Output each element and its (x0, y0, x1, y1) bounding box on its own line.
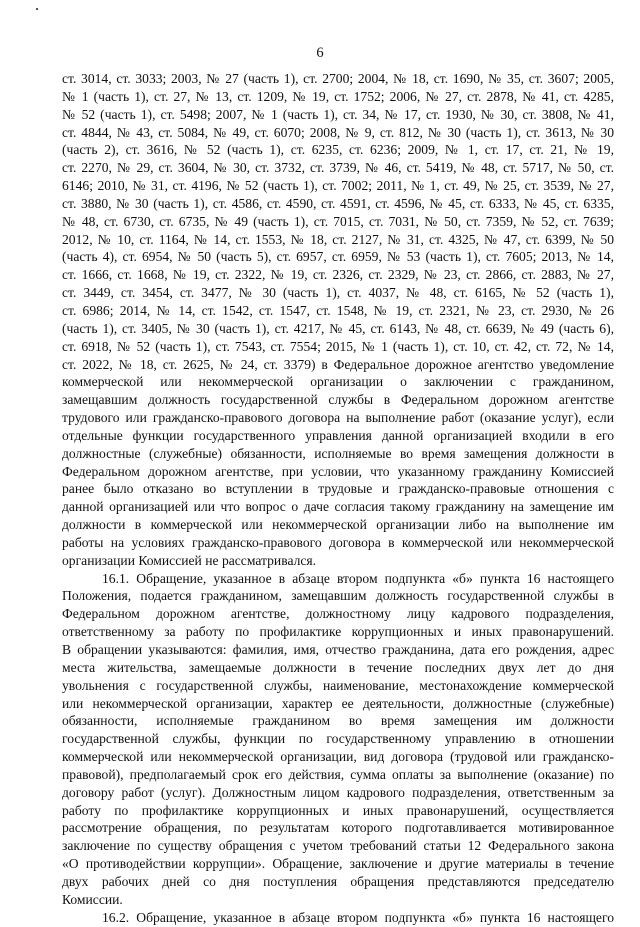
text-line: трудового или гражданско-правового договора на выполнение работ (оказание услуг), если (62, 410, 614, 426)
text-line: договору работ (услуг). Должностным лицом кадрового подразделения, ответственным за (62, 784, 614, 800)
text-line: ст. 2270, № 29, ст. 3604, № 30, ст. 3732, ст. 3739, № 46, ст. 5419, № 48, ст. 5717, № 50, ст. (62, 160, 614, 176)
text-line: № 1 (часть 1), ст. 27, № 13, ст. 1209, № 19, ст. 1752; 2006, № 27, ст. 2878, № 41, ст. 4285, (62, 88, 614, 104)
text-line: ст. 4844, № 43, ст. 5084, № 49, ст. 6070; 2008, № 9, ст. 812, № 30 (часть 1), ст. 3613, № 30 (62, 124, 614, 140)
text-line: (часть 1), ст. 3405, № 30 (часть 1), ст. 4217, № 45, ст. 6143, № 48, ст. 6639, № 49 (часть 6), (62, 320, 614, 336)
text-line: 2012, № 10, ст. 1164, № 14, ст. 1553, № 18, ст. 2127, № 31, ст. 4325, № 47, ст. 6399, № 50 (62, 231, 614, 247)
text-line: ст. 6986; 2014, № 14, ст. 1542, ст. 1547, ст. 1548, № 19, ст. 2321, № 23, ст. 2930, № 26 (62, 302, 614, 318)
text-line: коммерческой или некоммерческой организации о заключении с гражданином, (62, 374, 614, 390)
text-line: заключение по существу обращения с учетом требований статьи 12 Федерального закона (62, 838, 614, 854)
text-line: Федеральном дорожном агентстве, при условии, что указанному гражданину Комиссией (62, 463, 614, 479)
text-line: Комиссии. (62, 891, 123, 907)
text-line: правовой), предполагаемый срок его действия, сумма оплаты за выполнение (оказание) по (62, 766, 614, 782)
text-line: государственной службы, функции по государственному управлению в отношении (62, 731, 614, 747)
text-line: ст. 3014, ст. 3033; 2003, № 27 (часть 1), ст. 2700; 2004, № 18, ст. 1690, № 35, ст. 3607; 2005, (62, 71, 614, 86)
text-line: ответственному за работу по профилактике коррупционных и иных правонарушений. (62, 624, 614, 640)
text-line: Федеральном дорожном агентстве, должностному лицу кадрового подразделения, (62, 606, 614, 622)
text-line: двух рабочих дней со дня поступления обращения представляются председателю (62, 873, 614, 889)
text-line: коммерческой или некоммерческой организации, вид договора (трудовой или гражданско- (62, 749, 614, 765)
document-body (62, 70, 614, 927)
text-line: увольнения с государственной службы, наименование, местонахождение коммерческой (62, 677, 614, 693)
text-line: работы на условиях гражданско-правового договора в коммерческой или некоммерческой (62, 534, 614, 550)
text-line: № 48, ст. 6730, ст. 6735, № 49 (часть 1), ст. 7015, ст. 7031, № 50, ст. 7359, № 52, ст. 7639; (62, 213, 614, 229)
text-line: 16.1. Обращение, указанное в абзаце втором подпункта «б» пункта 16 настоящего (102, 570, 614, 586)
text-line: ст. 6918, № 52 (часть 1), ст. 7543, ст. 7554; 2015, № 1 (часть 1), ст. 10, ст. 42, ст. 72, № 14, (62, 338, 614, 354)
text-line: № 52 (часть 1), ст. 5498; 2007, № 1 (часть 1), ст. 34, № 17, ст. 1930, № 30, ст. 3808, № 41, (62, 106, 614, 122)
text-line: 16.2. Обращение, указанное в абзаце втором подпункта «б» пункта 16 настоящего (102, 909, 614, 925)
text-line: или некоммерческой организации, характер ее деятельности, должностные (служебные) (62, 695, 614, 711)
text-line: ст. 1666, ст. 1668, № 19, ст. 2322, № 19, ст. 2326, ст. 2329, № 23, ст. 2866, ст. 2883, № 27, (62, 267, 614, 283)
text-line: ст. 3449, ст. 3454, ст. 3477, № 30 (часть 1), ст. 4037, № 48, ст. 6165, № 52 (часть 1), (62, 285, 614, 301)
text-line: данной организацией или что вопрос о даче согласия такому гражданину на замещение им (62, 499, 614, 515)
text-line: В обращении указываются: фамилия, имя, отчество гражданина, дата его рождения, адрес (62, 642, 614, 657)
text-line: должности в коммерческой или некоммерческой организации либо на выполнение им (62, 517, 614, 533)
text-line: 6146; 2010, № 31, ст. 4196, № 52 (часть 1), ст. 7002; 2011, № 1, ст. 49, № 25, ст. 3539, № 27, (62, 178, 614, 194)
text-line: отдельные функции государственного управления данной организацией входили в его (62, 427, 614, 443)
page-number: 6 (316, 45, 324, 61)
text-line: места жительства, замещаемые должности в течение последних двух лет до дня (62, 659, 614, 675)
text-line: ст. 3880, № 30 (часть 1), ст. 4586, ст. 4590, ст. 4591, ст. 4596, № 45, ст. 6333, № 45, ст. 6335, (62, 195, 614, 211)
text-line: замещавшим должность государственной службы в Федеральном дорожном агентстве (62, 392, 614, 408)
scan-speck (36, 8, 38, 10)
text-line: обязанности, исполняемые гражданином во время замещения им должности (62, 713, 614, 729)
text-line: должностные (служебные) обязанности, исполняемые во время замещения должности в (62, 445, 614, 461)
text-line: (часть 2), ст. 3616, № 52 (часть 1), ст. 6235, ст. 6236; 2009, № 1, ст. 17, ст. 21, № 19, (62, 142, 614, 158)
text-line: ранее было отказано во вступлении в трудовые и гражданско-правовые отношения с (62, 481, 614, 497)
text-line: организации Комиссией не рассматривался. (62, 552, 317, 568)
text-line: рассмотрение обращения, по результатам которого подготавливается мотивированное (62, 820, 614, 836)
text-line: (часть 4), ст. 6954, № 50 (часть 5), ст. 6957, ст. 6959, № 53 (часть 1), ст. 7605; 2013, № 14, (62, 249, 614, 265)
text-line: Положения, подается гражданином, замещавшим должность государственной службы в (62, 588, 614, 604)
text-line: «О противодействии коррупции». Обращение, заключение и другие материалы в течение (62, 856, 614, 872)
text-line: ст. 2022, № 18, ст. 2625, № 24, ст. 3379) в Федеральное дорожное агентство уведомление (62, 356, 614, 372)
text-line: работу по профилактике коррупционных и иных правонарушений, осуществляется (62, 802, 614, 818)
